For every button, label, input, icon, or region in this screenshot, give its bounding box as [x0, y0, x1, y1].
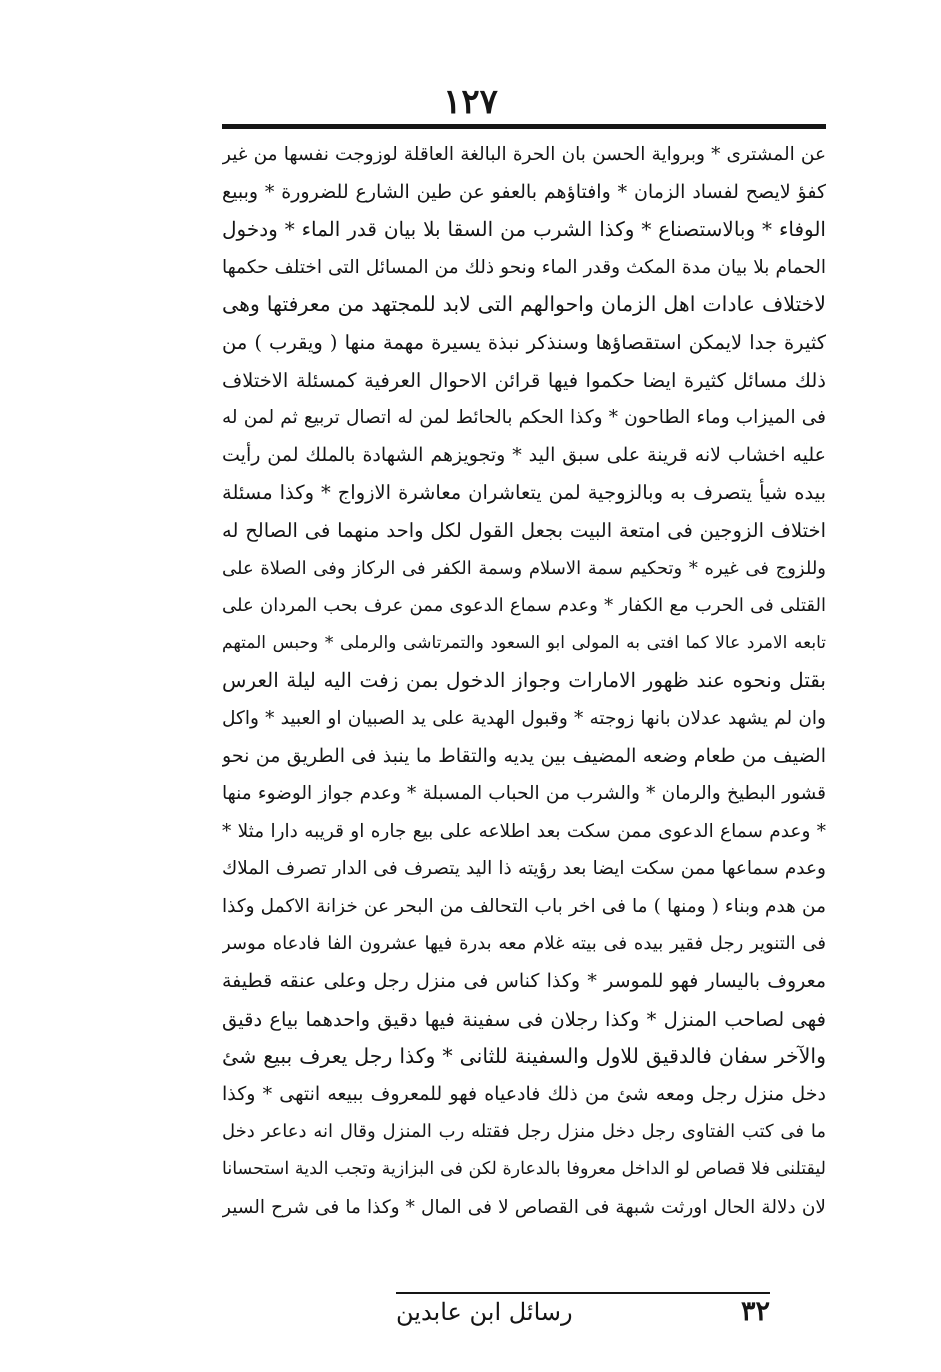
- footer: [396, 1296, 770, 1336]
- text-line: كفؤ لايصح لفساد الزمان * وافتاؤهم بالعفو عن طين الشارع للضرورة * وببيع: [222, 180, 826, 203]
- text-line: بقتل ونحوه عند ظهور الامارات وجواز الدخول بمن زفت اليه ليلة العرس: [222, 668, 826, 693]
- text-line: اختلاف الزوجين فى امتعة البيت بجعل القول لكل واحد منهما فى الصالح له: [222, 518, 826, 542]
- footer-rule: [396, 1292, 770, 1294]
- text-line: الوفاء * وبالاستصناع * وكذا الشرب من السقا بلا بيان قدر الماء * ودخول: [222, 217, 826, 242]
- text-line: الحمام بلا بيان مدة المكث وقدر الماء ونحو ذلك من المسائل التى اختلف حكمها: [222, 256, 826, 278]
- text-line: وللزوج فى غيره * وتحكيم سمة الاسلام وسمة الكفر فى الركاز وفى الصلاة على: [222, 557, 826, 579]
- page-number: ١٢٧: [443, 82, 498, 122]
- text-line: ما فى كتب الفتاوى رجل دخل منزل رجل فقتله رب المنزل وقال انه دعاعر دخل: [222, 1121, 826, 1143]
- footer-page-number: ٣٢: [740, 1296, 770, 1327]
- text-line: لاختلاف عادات اهل الزمان واحوالهم التى لابد للمجتهد من معرفتها وهى: [222, 292, 826, 317]
- text-line: عن المشترى * وبرواية الحسن بان الحرة البالغة العاقلة لوزوجت نفسها من غير: [222, 144, 826, 165]
- text-line: فى الميزاب وماء الطاحون * وكذا الحكم بالحائط لمن له اتصال تربيع ثم لمن له: [222, 407, 826, 429]
- text-line: وان لم يشهد عدلان بانها زوجته * وقبول الهدية على يد الصبيان او العبيد * واكل: [222, 707, 826, 729]
- text-line: ليقتلنى فلا قصاص لو الداخل معروفا بالدعارة لكن فى البزازية وتجب الدية استحسانا: [222, 1159, 826, 1180]
- header-rule: [222, 124, 826, 129]
- body-text: [222, 136, 826, 1226]
- text-line: فى التنوير رجل فقير بيده فى بيته غلام معه بدرة فيها عشرون الفا فادعاه موسر: [222, 933, 826, 955]
- text-line: دخل منزل رجل ومعه شئ من ذلك فادعياه فهو للمعروف ببيعه انتهى * وكذا: [222, 1082, 826, 1105]
- text-line: قشور البطيخ والرمان * والشرب من الحباب المسبلة * وعدم جواز الوضوء منها: [222, 783, 826, 805]
- text-line: بيده شيأ يتصرف به وبالزوجية لمن يتعاشران معاشرة الازواج * وكذا مسئلة: [222, 481, 826, 505]
- text-line: ذلك مسائل كثيرة ايضا حكموا فيها قرائن الاحوال العرفية كمسئلة الاختلاف: [222, 368, 826, 392]
- text-line: فهى لصاحب المنزل * وكذا رجلان فى سفينة فيها دقيق واحدهما بياع دقيق: [222, 1007, 826, 1031]
- text-line: القتلى فى الحرب مع الكفار * وعدم سماع الدعوى ممن عرف بحب المردان على: [222, 595, 826, 617]
- text-line: معروف باليسار فهو للموسر * وكذا كناس فى منزل رجل وعلى عنقه قطيفة: [222, 970, 826, 993]
- text-line: والآخر سفان فالدقيق للاول والسفينة للثانى * وكذا رجل يعرف ببيع شئ: [222, 1044, 826, 1069]
- text-line: عليه اخشاب لانه قرينة على سبق اليد * وتجويزهم الشهادة بالملك لمن رأيت: [222, 443, 826, 466]
- text-line: الضيف من طعام وضعه المضيف بين يديه والتقاط ما ينبذ فى الطريق من نحو: [222, 744, 826, 767]
- text-line: لان دلالة الحال اورثت شبهة فى القصاص لا فى المال * وكذا ما فى شرح السير: [222, 1196, 826, 1218]
- text-line: كثيرة جدا لايمكن استقصاؤها وسنذكر نبذة يسيرة مهمة منها ( ويقرب ) من: [222, 330, 826, 354]
- footer-title: رسائل ابن عابدين: [396, 1298, 573, 1326]
- text-line: وعدم سماعها ممن سكت ايضا بعد رؤيته ذا اليد يتصرف فى الدار تصرف الملاك: [222, 858, 826, 880]
- text-line: * وعدم سماع الدعوى ممن سكت بعد اطلاعه على بيع جاره او قريبه دارا مثلا *: [222, 820, 826, 842]
- text-line: من هدم وبناء ( ومنها ) ما فى اخر باب التحالف من البحر عن خزانة الاكمل وكذا: [222, 895, 826, 917]
- text-line: تابعه الامرد عالا كما افتى به المولى ابو السعود والتمرتاشى والرملى * وحبس المتهم: [222, 632, 826, 653]
